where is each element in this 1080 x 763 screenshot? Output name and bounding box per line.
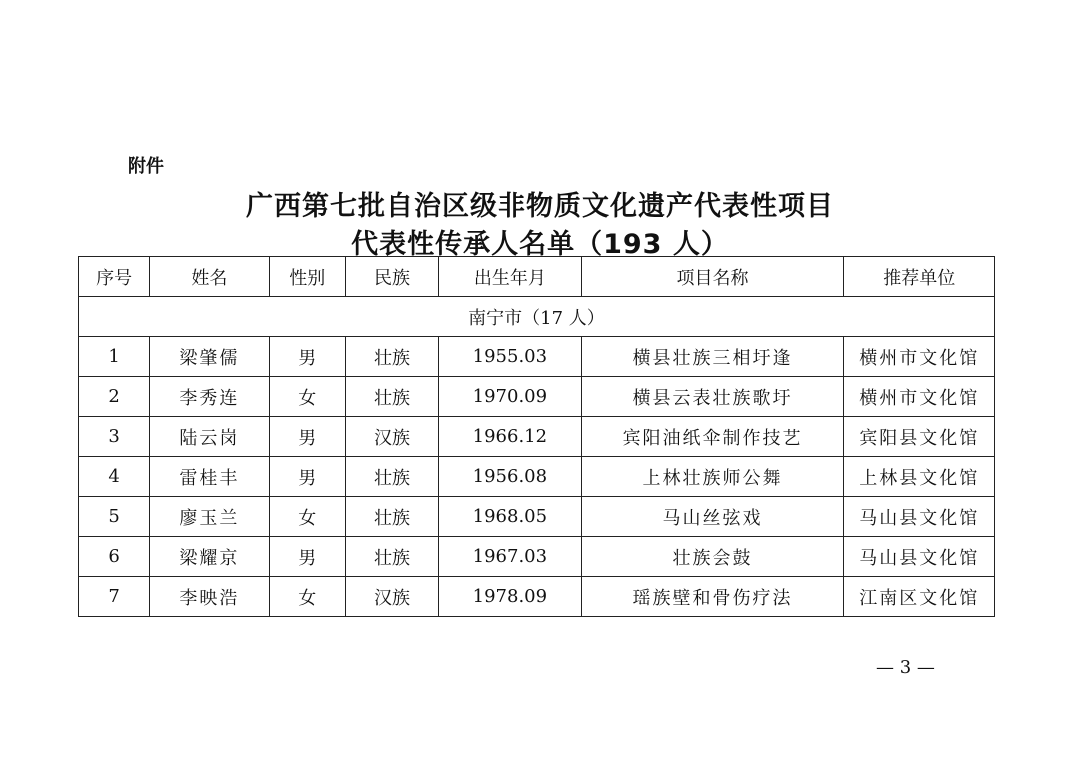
table-row [79, 537, 995, 577]
column-header-name: 姓名 [150, 257, 269, 297]
cell-project: 上林壮族师公舞 [581, 457, 844, 497]
cell-ethnicity: 汉族 [345, 417, 438, 457]
cell-gender: 女 [269, 577, 345, 617]
column-header-unit: 推荐单位 [844, 257, 995, 297]
page-number: — 3 — [876, 657, 935, 678]
table-row [79, 457, 995, 497]
cell-gender: 男 [269, 537, 345, 577]
cell-ethnicity: 壮族 [345, 457, 438, 497]
cell-birth: 1966.12 [439, 417, 581, 457]
attachment-label: 附件 [128, 156, 164, 177]
cell-gender: 女 [269, 377, 345, 417]
cell-index: 3 [79, 417, 150, 457]
cell-birth: 1978.09 [439, 577, 581, 617]
table-row [79, 497, 995, 537]
cell-name: 李映浩 [150, 577, 269, 617]
cell-project: 横县云表壮族歌圩 [581, 377, 844, 417]
cell-project: 马山丝弦戏 [581, 497, 844, 537]
cell-index: 2 [79, 377, 150, 417]
cell-birth: 1955.03 [439, 337, 581, 377]
cell-name: 梁肇儒 [150, 337, 269, 377]
cell-project: 瑶族壁和骨伤疗法 [581, 577, 844, 617]
cell-unit: 横州市文化馆 [844, 337, 995, 377]
cell-index: 6 [79, 537, 150, 577]
cell-index: 7 [79, 577, 150, 617]
table-row [79, 417, 995, 457]
cell-ethnicity: 壮族 [345, 377, 438, 417]
cell-ethnicity: 汉族 [345, 577, 438, 617]
cell-project: 宾阳油纸伞制作技艺 [581, 417, 844, 457]
document-title-line-1: 广西第七批自治区级非物质文化遗产代表性项目 [246, 191, 834, 222]
document-title-line-2: 代表性传承人名单（193 人） [351, 229, 729, 260]
table-header-row [79, 257, 995, 297]
cell-unit: 马山县文化馆 [844, 537, 995, 577]
cell-ethnicity: 壮族 [345, 497, 438, 537]
column-header-project: 项目名称 [581, 257, 844, 297]
inheritors-table [78, 256, 995, 617]
cell-gender: 男 [269, 457, 345, 497]
group-label: 南宁市（17 人） [79, 297, 995, 337]
cell-index: 5 [79, 497, 150, 537]
cell-birth: 1956.08 [439, 457, 581, 497]
table-row [79, 337, 995, 377]
cell-name: 雷桂丰 [150, 457, 269, 497]
cell-ethnicity: 壮族 [345, 337, 438, 377]
column-header-ethnicity: 民族 [345, 257, 438, 297]
cell-birth: 1967.03 [439, 537, 581, 577]
cell-name: 廖玉兰 [150, 497, 269, 537]
cell-ethnicity: 壮族 [345, 537, 438, 577]
cell-gender: 男 [269, 337, 345, 377]
column-header-birth: 出生年月 [439, 257, 581, 297]
cell-unit: 宾阳县文化馆 [844, 417, 995, 457]
column-header-gender: 性别 [269, 257, 345, 297]
cell-index: 4 [79, 457, 150, 497]
cell-gender: 男 [269, 417, 345, 457]
cell-unit: 横州市文化馆 [844, 377, 995, 417]
cell-birth: 1968.05 [439, 497, 581, 537]
cell-project: 壮族会鼓 [581, 537, 844, 577]
cell-unit: 上林县文化馆 [844, 457, 995, 497]
cell-name: 陆云岗 [150, 417, 269, 457]
cell-gender: 女 [269, 497, 345, 537]
table-row [79, 577, 995, 617]
table-row [79, 377, 995, 417]
cell-unit: 马山县文化馆 [844, 497, 995, 537]
cell-birth: 1970.09 [439, 377, 581, 417]
cell-unit: 江南区文化馆 [844, 577, 995, 617]
cell-project: 横县壮族三相圩逢 [581, 337, 844, 377]
column-header-index: 序号 [79, 257, 150, 297]
cell-name: 梁耀京 [150, 537, 269, 577]
cell-index: 1 [79, 337, 150, 377]
cell-name: 李秀连 [150, 377, 269, 417]
group-row [79, 297, 995, 337]
